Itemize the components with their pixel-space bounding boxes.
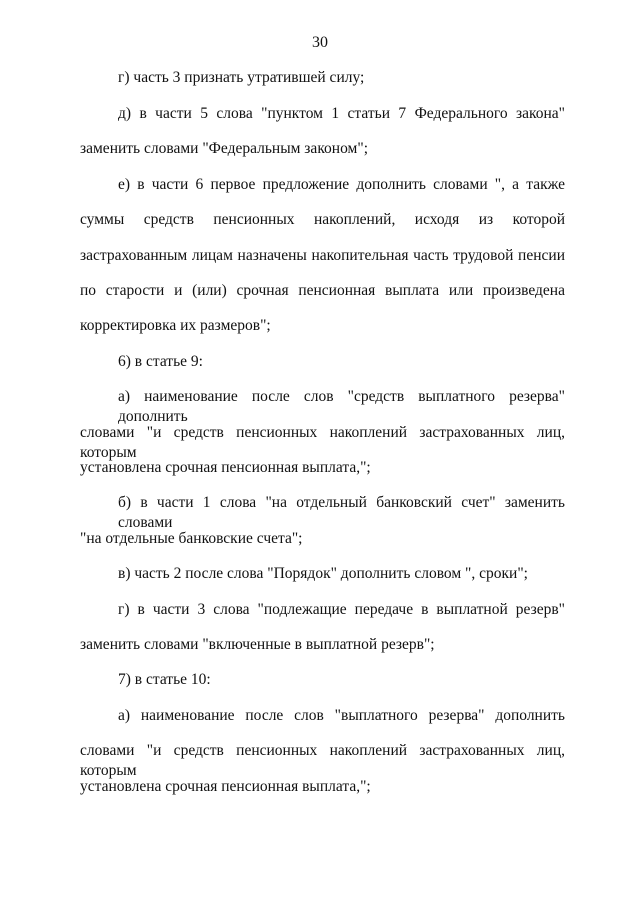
text-line: а) наименование после слов "выплатного резерва" дополнить	[118, 707, 565, 724]
text-line: г) часть 3 признать утратившей силу;	[118, 69, 365, 86]
page-number: 30	[312, 34, 328, 51]
text-line: корректировка их размеров";	[80, 317, 271, 334]
text-line: д) в части 5 слова "пунктом 1 статьи 7 Федерального закона"	[118, 105, 565, 122]
text-line: суммы средств пенсионных накоплений, исходя из которой	[80, 211, 565, 228]
text-line: по старости и (или) срочная пенсионная выплата или произведена	[80, 282, 565, 299]
text-line: е) в части 6 первое предложение дополнить словами ", а также	[118, 176, 565, 193]
text-line: б) в части 1 слова "на отдельный банковский счет" заменить словами	[118, 494, 565, 531]
text-line: словами "и средств пенсионных накоплений застрахованных лиц, которым	[80, 424, 565, 461]
text-line: установлена срочная пенсионная выплата,";	[80, 459, 371, 476]
text-line: застрахованным лицам назначены накопительная часть трудовой пенсии	[80, 247, 565, 264]
text-line: а) наименование после слов "средств выплатного резерва" дополнить	[118, 388, 565, 425]
text-line: заменить словами "Федеральным законом";	[80, 140, 368, 157]
text-line: 7) в статье 10:	[118, 671, 211, 688]
text-line: 6) в статье 9:	[118, 353, 203, 370]
text-line: г) в части 3 слова "подлежащие передаче в выплатной резерв"	[118, 601, 565, 618]
text-line: установлена срочная пенсионная выплата,";	[80, 778, 371, 795]
text-line: в) часть 2 после слова "Порядок" дополнить словом ", сроки";	[118, 565, 528, 582]
text-line: "на отдельные банковские счета";	[80, 530, 303, 547]
text-line: заменить словами "включенные в выплатной резерв";	[80, 636, 435, 653]
text-line: словами "и средств пенсионных накоплений застрахованных лиц, которым	[80, 742, 565, 779]
